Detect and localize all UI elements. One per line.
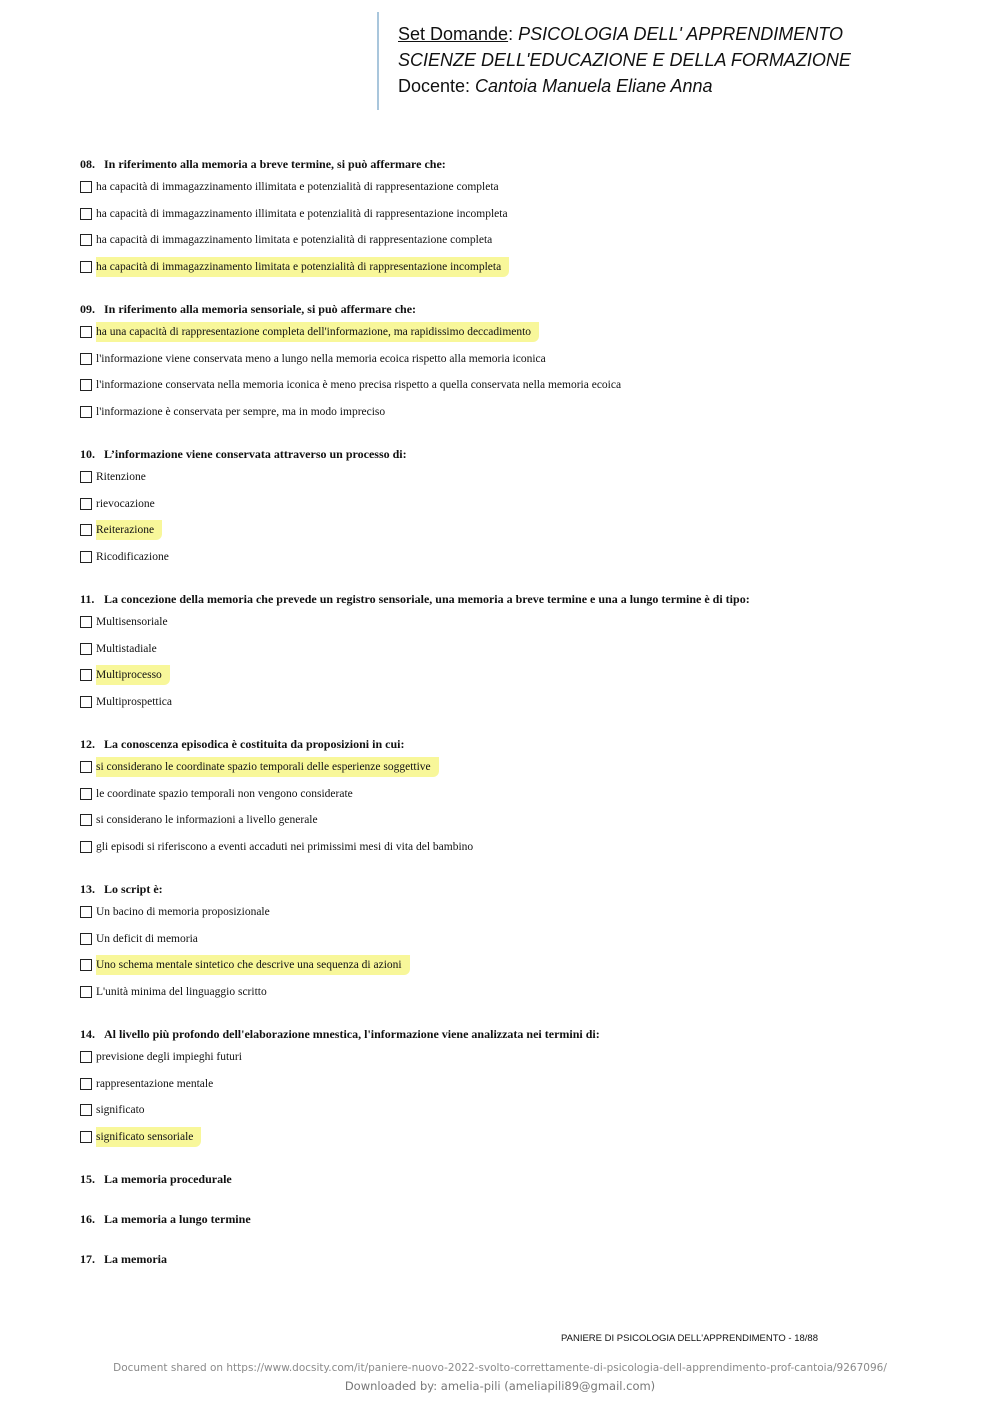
question-17 [80,1249,960,1269]
question-text: In riferimento alla memoria a breve termine, si può affermare che: [104,157,446,171]
answer-checkbox[interactable] [80,181,92,193]
answer-checkbox[interactable] [80,696,92,708]
question-number: 10. [80,447,95,461]
question-title [80,1249,960,1269]
answer-text: Un deficit di memoria [96,932,198,945]
question-08 [80,154,960,280]
docente-name: Cantoia Manuela Eliane Anna [475,76,713,96]
question-text: La conoscenza episodica è costituita da proposizioni in cui: [104,737,405,751]
question-title [80,444,960,464]
answer-option[interactable] [80,1097,960,1124]
answer-text: l'informazione viene conservata meno a lungo nella memoria ecoica rispetto alla memoria iconica [96,352,546,365]
question-text: Al livello più profondo dell'elaborazione mnestica, l'informazione viene analizzata nei termini di: [104,1027,600,1041]
answer-text: ha capacità di immagazzinamento illimitata e potenzialità di rappresentazione completa [96,181,499,194]
answer-checkbox[interactable] [80,616,92,628]
course-line [398,47,937,73]
answer-text-highlighted: significato sensoriale [96,1127,201,1147]
answer-text: Ricodificazione [96,550,169,563]
question-title [80,299,960,319]
answer-option[interactable] [80,346,960,373]
question-title [80,1024,960,1044]
answer-text: rievocazione [96,497,155,510]
answer-text: Multiprospettica [96,695,173,708]
question-number: 12. [80,737,95,751]
shared-source-line: Document shared on https://www.docsity.com/it/paniere-nuovo-2022-svolto-correttamente-di-psicologia-dell-apprendimento-prof-cantoia/9267096/ [113,1362,887,1374]
answer-option[interactable] [80,254,960,281]
answer-option[interactable] [80,899,960,926]
answer-text-highlighted: Reiterazione [96,520,162,540]
answer-checkbox[interactable] [80,906,92,918]
answer-checkbox[interactable] [80,524,92,536]
set-value: PSICOLOGIA DELL' APPRENDIMENTO [518,24,843,44]
answer-option[interactable] [80,636,960,663]
answer-text-highlighted: Uno schema mentale sintetico che descrive una sequenza di azioni [96,955,410,975]
question-title [80,879,960,899]
answer-option[interactable] [80,1044,960,1071]
answer-text: l'informazione conservata nella memoria iconica è meno precisa rispetto a quella conservata nella memoria ecoica [96,379,622,392]
answer-option[interactable] [80,834,960,861]
answer-text-highlighted: si considerano le coordinate spazio temporali delle esperienze soggettive [96,757,439,777]
answer-option[interactable] [80,662,960,689]
question-13 [80,879,960,1005]
answer-checkbox[interactable] [80,208,92,220]
answer-option[interactable] [80,689,960,716]
answer-checkbox[interactable] [80,643,92,655]
answer-checkbox[interactable] [80,1131,92,1143]
answer-option[interactable] [80,372,960,399]
answer-text: gli episodi si riferiscono a eventi accaduti nei primissimi mesi di vita del bambino [96,840,474,853]
answer-checkbox[interactable] [80,498,92,510]
answer-option[interactable] [80,227,960,254]
question-title [80,1209,960,1229]
question-number: 14. [80,1027,95,1041]
question-number: 09. [80,302,95,316]
answer-checkbox[interactable] [80,551,92,563]
question-12 [80,734,960,860]
answer-option[interactable] [80,609,960,636]
downloaded-by-line: Downloaded by: amelia-pili (ameliapili89@gmail.com) [344,1379,656,1393]
answer-option[interactable] [80,979,960,1006]
answer-checkbox[interactable] [80,1104,92,1116]
answer-option[interactable] [80,174,960,201]
question-text: La memoria [104,1252,167,1266]
answer-text: le coordinate spazio temporali non vengono considerate [96,787,353,800]
answer-checkbox[interactable] [80,959,92,971]
answer-option[interactable] [80,781,960,808]
answer-option[interactable] [80,201,960,228]
question-title [80,734,960,754]
answer-text-highlighted: ha una capacità di rappresentazione completa dell'informazione, ma rapidissimo deccadimento [96,322,539,342]
docente-line [398,73,937,99]
answer-checkbox[interactable] [80,379,92,391]
answer-option[interactable] [80,517,960,544]
question-16 [80,1209,960,1229]
question-number: 15. [80,1172,95,1186]
question-14 [80,1024,960,1150]
answer-checkbox[interactable] [80,761,92,773]
answer-option[interactable] [80,544,960,571]
question-title [80,589,960,609]
question-title [80,154,960,174]
question-number: 17. [80,1252,95,1266]
answer-checkbox[interactable] [80,353,92,365]
question-10 [80,444,960,570]
answer-checkbox[interactable] [80,1051,92,1063]
question-15 [80,1169,960,1189]
question-number: 16. [80,1212,95,1226]
document-header [377,12,937,110]
answer-text-highlighted: Multiprocesso [96,665,170,685]
answer-option[interactable] [80,807,960,834]
set-line [398,21,937,47]
answer-checkbox[interactable] [80,406,92,418]
answer-checkbox[interactable] [80,1078,92,1090]
answer-checkbox[interactable] [80,471,92,483]
question-text: La concezione della memoria che prevede un registro sensoriale, una memoria a breve termine e una a lungo termine è di tipo: [104,592,750,606]
question-number: 13. [80,882,95,896]
answer-text: si considerano le informazioni a livello generale [96,814,318,827]
set-separator: : [508,24,519,44]
question-text: L’informazione viene conservata attraverso un processo di: [104,447,407,461]
answer-checkbox[interactable] [80,986,92,998]
answer-text: L'unità minima del linguaggio scritto [96,985,267,998]
answer-text-highlighted: ha capacità di immagazzinamento limitata e potenzialità di rappresentazione incompleta [96,257,509,277]
question-text: La memoria procedurale [104,1172,232,1186]
answer-text: Un bacino di memoria proposizionale [96,906,270,919]
answer-text: Ritenzione [96,471,146,484]
question-text: Lo script è: [104,882,163,896]
answer-checkbox[interactable] [80,261,92,273]
docente-label: Docente: [398,76,476,96]
answer-option[interactable] [80,926,960,953]
answer-checkbox[interactable] [80,814,92,826]
question-number: 08. [80,157,95,171]
answer-option[interactable] [80,1124,960,1151]
answer-option[interactable] [80,754,960,781]
answer-text: l'informazione è conservata per sempre, ma in modo impreciso [96,405,386,418]
answer-checkbox[interactable] [80,933,92,945]
question-09 [80,299,960,425]
answer-text: ha capacità di immagazzinamento illimitata e potenzialità di rappresentazione incompleta [96,207,508,220]
set-label: Set Domande [398,24,509,44]
question-number: 11. [80,592,95,606]
answer-checkbox[interactable] [80,788,92,800]
answer-option[interactable] [80,464,960,491]
answer-text: previsione degli impieghi futuri [96,1051,242,1064]
answer-checkbox[interactable] [80,841,92,853]
answer-option[interactable] [80,319,960,346]
answer-option[interactable] [80,952,960,979]
course-name: SCIENZE DELL'EDUCAZIONE E DELLA FORMAZIONE [398,50,851,70]
question-list [80,154,960,1289]
answer-text: Multisensoriale [96,616,168,629]
answer-checkbox[interactable] [80,669,92,681]
question-text: La memoria a lungo termine [104,1212,251,1226]
page-number-footer: PANIERE DI PSICOLOGIA DELL'APPRENDIMENTO - 18/88 [561,1333,818,1344]
answer-text: significato [96,1104,145,1117]
answer-text: ha capacità di immagazzinamento limitata e potenzialità di rappresentazione completa [96,234,493,247]
question-text: In riferimento alla memoria sensoriale, si può affermare che: [104,302,417,316]
answer-option[interactable] [80,399,960,426]
answer-option[interactable] [80,1071,960,1098]
answer-text: rappresentazione mentale [96,1077,214,1090]
answer-text: Multistadiale [96,642,157,655]
question-11 [80,589,960,715]
answer-checkbox[interactable] [80,234,92,246]
question-title [80,1169,960,1189]
answer-checkbox[interactable] [80,326,92,338]
answer-option[interactable] [80,491,960,518]
